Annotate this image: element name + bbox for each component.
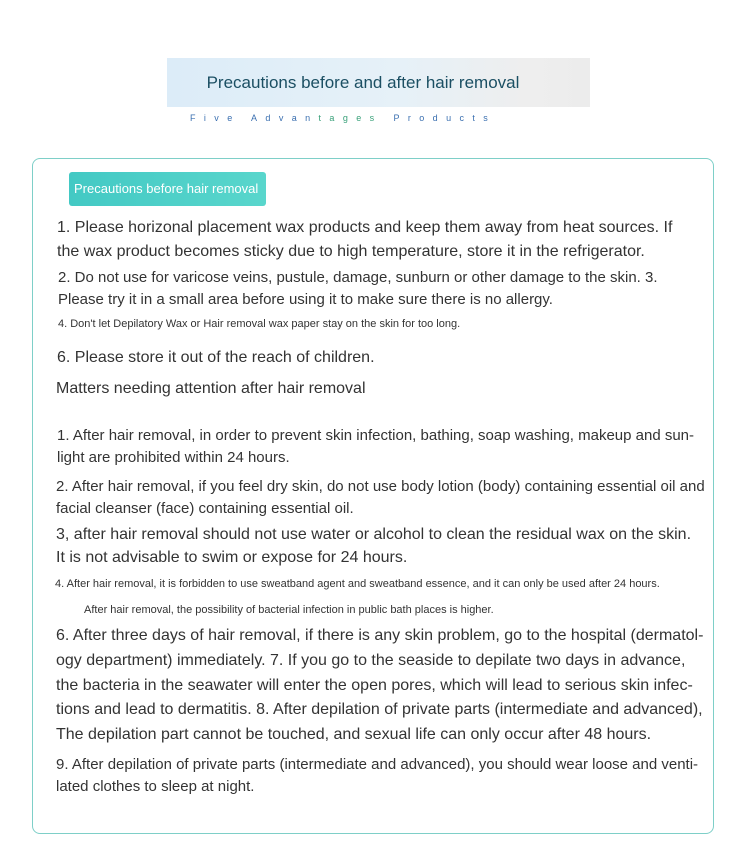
after-line-4: facial cleanser (face) containing essential oil. xyxy=(56,500,354,517)
after-line-6: It is not advisable to swim or expose for 24 hours. xyxy=(56,549,408,566)
before-line-2: the wax product becomes sticky due to high temperature, store it in the refrigerator. xyxy=(57,243,645,260)
after-line-15: lated clothes to sleep at night. xyxy=(56,778,255,795)
after-line-12: tions and lead to dermatitis. 8. After depilation of private parts (intermediate and advanced), xyxy=(56,701,703,718)
subtitle-part-2: tages xyxy=(318,113,383,123)
after-line-11: the bacteria in the seawater will enter the open pores, which will lead to serious skin infec- xyxy=(56,677,693,694)
before-line-4: Please try it in a small area before using it to make sure there is no allergy. xyxy=(58,291,553,308)
after-line-8: After hair removal, the possibility of bacterial infection in public bath places is higher. xyxy=(84,604,494,616)
before-line-6: 6. Please store it out of the reach of children. xyxy=(57,349,375,366)
after-line-3: 2. After hair removal, if you feel dry skin, do not use body lotion (body) containing essential oil and xyxy=(56,478,705,495)
after-line-2: light are prohibited within 24 hours. xyxy=(57,449,290,466)
after-line-7: 4. After hair removal, it is forbidden to use sweatband agent and sweatband essence, and it can only be used after 24 hours. xyxy=(55,578,660,590)
after-line-10: ogy department) immediately. 7. If you go to the seaside to depilate two days in advance, xyxy=(56,652,686,669)
after-line-14: 9. After depilation of private parts (intermediate and advanced), you should wear loose and venti- xyxy=(56,756,699,773)
after-line-9: 6. After three days of hair removal, if there is any skin problem, go to the hospital (dermatol- xyxy=(56,627,704,644)
before-line-1: 1. Please horizonal placement wax products and keep them away from heat sources. If xyxy=(57,219,673,236)
section-tag-before: Precautions before hair removal xyxy=(69,172,266,206)
page-title: Precautions before and after hair removal xyxy=(206,73,520,92)
after-line-5: 3, after hair removal should not use water or alcohol to clean the residual wax on the skin. xyxy=(56,526,692,543)
subtitle-part-1: Five Advan xyxy=(190,113,319,123)
after-heading: Matters needing attention after hair removal xyxy=(56,380,366,397)
after-line-1: 1. After hair removal, in order to prevent skin infection, bathing, soap washing, makeup and sun- xyxy=(57,427,695,444)
page-subtitle xyxy=(190,113,570,123)
before-line-5: 4. Don't let Depilatory Wax or Hair removal wax paper stay on the skin for too long. xyxy=(58,318,461,330)
before-line-3: 2. Do not use for varicose veins, pustule, damage, sunburn or other damage to the skin. 3. xyxy=(58,269,658,286)
subtitle-part-3: Products xyxy=(393,113,497,123)
after-line-13: The depilation part cannot be touched, and sexual life can only occur after 48 hours. xyxy=(56,726,652,743)
